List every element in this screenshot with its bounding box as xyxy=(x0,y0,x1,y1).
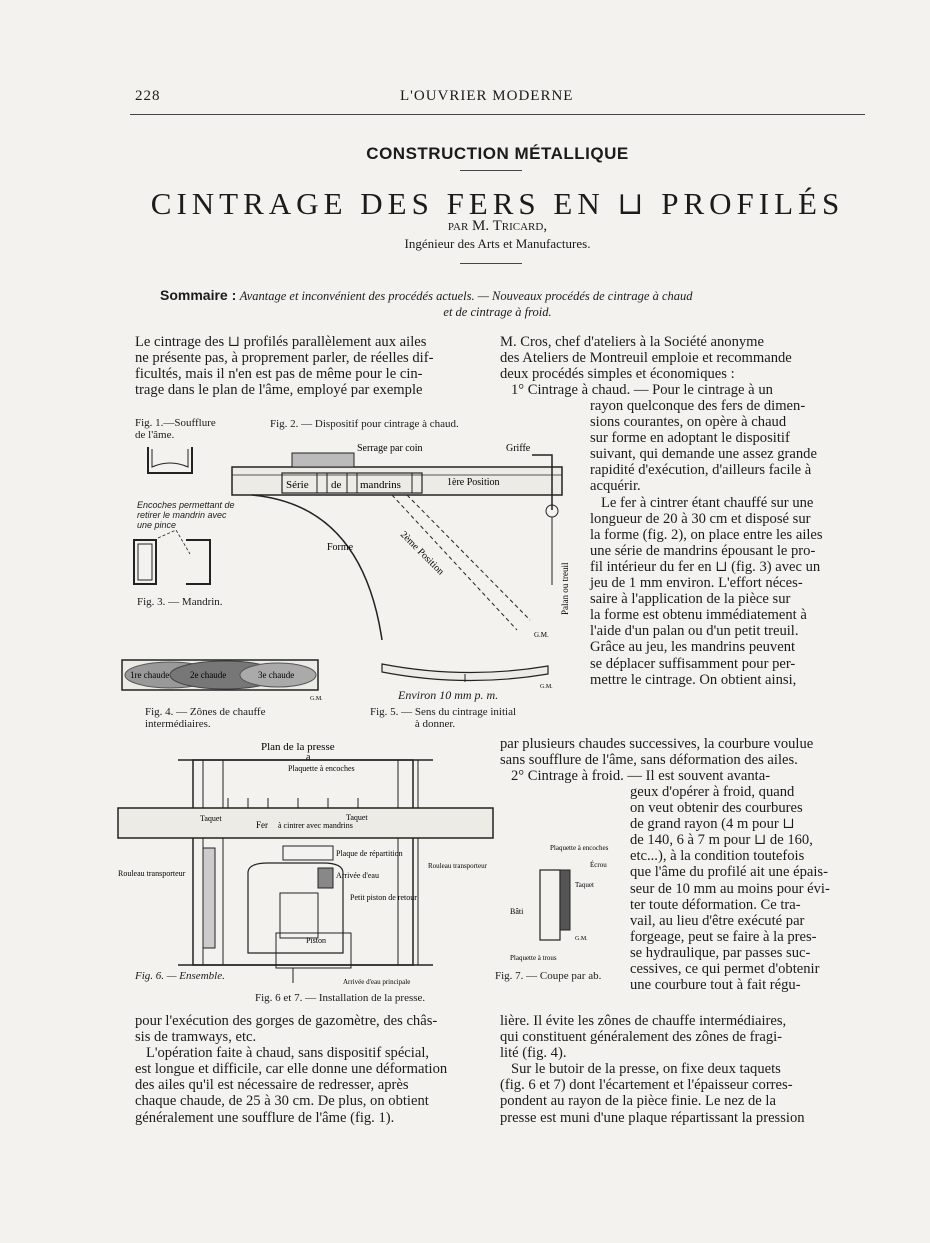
label-a-cintrer: à cintrer avec mandrins xyxy=(278,821,353,830)
label-taquet-left: Taquet xyxy=(200,814,222,823)
label-bati: Bâti xyxy=(510,907,524,916)
label-fig7-plaquette-encoches: Plaquette à encoches xyxy=(550,844,609,852)
label-fer: Fer xyxy=(256,820,268,830)
fig3-encoches-label: Encoches permettant de retirer le mandrin avec une pince xyxy=(137,500,235,530)
fig2-monogram: G.M. xyxy=(534,631,549,639)
label-a: a xyxy=(306,752,311,763)
summary-line-1 xyxy=(160,287,693,305)
fig6-7-caption: Fig. 6 et 7. — Installation de la presse. xyxy=(255,992,426,1004)
label-plaque-repartition: Plaque de répartition xyxy=(336,849,403,858)
label-position-1: 1ère Position xyxy=(447,477,500,488)
running-title: L'OUVRIER MODERNE xyxy=(400,88,574,104)
label-arrivee-eau: Arrivée d'eau xyxy=(336,871,379,880)
label-fig7-taquet: Taquet xyxy=(575,881,594,889)
fig1-channel-drawing xyxy=(140,445,200,480)
summary-text: Avantage et inconvénient des procédés actuels. — Nouveaux procédés de cintrage à chaud xyxy=(239,289,693,303)
fig2-hot-bending-diagram xyxy=(232,435,587,650)
label-chaude-3: 3e chaude xyxy=(258,670,295,680)
fig3-caption: Fig. 3. — Mandrin. xyxy=(137,596,223,608)
fig2-caption: Fig. 2. — Dispositif pour cintrage à chaud. xyxy=(270,418,459,430)
label-taquet-right: Taquet xyxy=(346,813,368,822)
label-de: de xyxy=(331,479,342,491)
col2-cold-bending-text: geux d'opérer à froid, quand on veut obtenir des courbures de grand rayon (4 m pour ⊔ de 140, 6 à 7 m pour ⊔ de 160, etc...), à la condition toutefois que l'âme du profilé ait une épais- seur de 10 mm au moins pour évi- ter toute déformation. Ce tra- vail, au lieu d'être exécuté par forgeage, peut se faire à la pres- se hydraulique, par passes suc- cessives, ce qui permet d'obtenir une courbure tout à fait régu- xyxy=(630,784,830,994)
label-petit-piston: Petit piston de retour xyxy=(350,893,417,902)
summary-line-2: et de cintrage à froid. xyxy=(443,305,552,319)
label-griffe: Griffe xyxy=(506,443,531,454)
col2-transition-text: par plusieurs chaudes successives, la courbure voulue sans soufflure de l'âme, sans déformation des ailes. 2° Cintrage à froid. — Il est souvent avanta- xyxy=(500,736,814,785)
label-forme: Forme xyxy=(327,542,354,553)
fig6-press-ensemble-diagram xyxy=(118,738,493,988)
label-serie: Série xyxy=(286,479,309,491)
fig5-label: Environ 10 mm p. m. xyxy=(398,688,499,702)
affiliation: Ingénieur des Arts et Manufactures. xyxy=(404,236,591,251)
label-position-2: 2ème Position xyxy=(397,529,446,578)
title-rule-top xyxy=(460,170,522,171)
section-heading: CONSTRUCTION MÉTALLIQUE xyxy=(366,144,629,163)
byline: par M. Tricard, xyxy=(447,218,548,234)
label-palan: Palan ou treuil xyxy=(560,562,570,615)
label-mandrins: mandrins xyxy=(360,479,401,491)
fig5-monogram: G.M. xyxy=(540,684,553,690)
col2-bottom-paragraph: lière. Il évite les zônes de chauffe intermédiaires, qui constituent généralement des zônes de fragi- lité (fig. 4). Sur le butoir de la presse, on fixe deux taquets (fig. 6 et 7) dont l'écartement et l'épaisseur corres- pondent au rayon de la pièce finie. Le nez de la presse est muni d'une plaque répartissant la pression xyxy=(500,1013,805,1126)
header-rule xyxy=(130,114,865,115)
fig5-bending-direction-diagram xyxy=(380,660,553,690)
col1-top-paragraph: Le cintrage des ⊔ profilés parallèlement aux ailes ne présente pas, à proprement parler, de réelles dif- ficultés, mais il n'en est pas de même pour le cin- trage dans le plan de l'âme, employé par exemple xyxy=(135,334,434,399)
label-arrivee-principale: Arrivée d'eau principale xyxy=(343,978,411,986)
label-plaquette-trous: Plaquette à trous xyxy=(510,954,557,962)
fig4-heating-zones-diagram xyxy=(120,652,323,702)
label-ecrou: Écrou xyxy=(590,861,607,869)
fig4-monogram: G.M. xyxy=(310,696,323,702)
fig7-section-diagram xyxy=(505,842,625,962)
label-chaude-1: 1re chaude xyxy=(130,670,170,680)
fig6-caption: Fig. 6. — Ensemble. xyxy=(135,970,225,982)
fig4-caption: Fig. 4. — Zônes de chauffe intermédiaires. xyxy=(145,706,266,730)
article-title: CINTRAGE DES FERS EN ⊔ PROFILÉS xyxy=(150,186,845,221)
col2-top-paragraph: M. Cros, chef d'ateliers à la Société anonyme des Ateliers de Montreuil emploie et recommande deux procédés simples et économiques : 1° Cintrage à chaud. — Pour le cintrage à un xyxy=(500,334,792,399)
label-rouleau-left: Rouleau transporteur xyxy=(118,869,186,878)
fig1-caption: Fig. 1.—Soufflure de l'âme. xyxy=(135,417,216,441)
page-number: 228 xyxy=(135,88,161,104)
summary-label: Sommaire : xyxy=(160,287,237,303)
title-rule-bottom xyxy=(460,263,522,264)
col2-hot-bending-text: rayon quelconque des fers de dimen- sions courantes, on opère à chaud sur forme en adoptant le dispositif suivant, qui demande une assez grande rapidité d'exécution, d'ailleurs facile à acquérir. Le fer à cintrer étant chauffé sur une longueur de 20 à 30 cm et disposé sur la forme (fig. 2), on place entre les ailes une série de mandrins épousant le pro- fil intérieur du fer en ⊔ (fig. 3) avec un jeu de 1 mm environ. L'effort néces- saire à l'application de la pièce sur la forme est obtenu immédiatement à l'aide d'un palan ou d'un petit treuil. Grâce au jeu, les mandrins peuvent se déplacer suffisamment pour per- mettre le cintrage. On obtient ainsi, xyxy=(590,398,823,688)
label-plan: Plan de la presse xyxy=(261,741,335,753)
label-chaude-2: 2e chaude xyxy=(190,670,227,680)
label-plaquette-encoches: Plaquette à encoches xyxy=(288,764,355,773)
fig7-caption: Fig. 7. — Coupe par ab. xyxy=(495,970,602,982)
col1-bottom-paragraph: pour l'exécution des gorges de gazomètre, des châs- sis de tramways, etc. L'opération faite à chaud, sans dispositif spécial, est longue et difficile, car elle donne une déformation des ailes qu'il est nécessaire de redresser, après chaque chaude, de 25 à 30 cm. De plus, on obtient généralement une soufflure de l'âme (fig. 1). xyxy=(135,1013,448,1126)
label-serrage: Serrage par coin xyxy=(357,443,423,454)
fig5-caption: Fig. 5. — Sens du cintrage initial à donner. xyxy=(370,706,517,730)
label-rouleau-right: Rouleau transporteur xyxy=(428,862,487,870)
label-piston: Piston xyxy=(306,936,327,945)
fig7-monogram: G.M. xyxy=(575,936,588,942)
fig3-mandrel-drawing xyxy=(128,530,223,590)
